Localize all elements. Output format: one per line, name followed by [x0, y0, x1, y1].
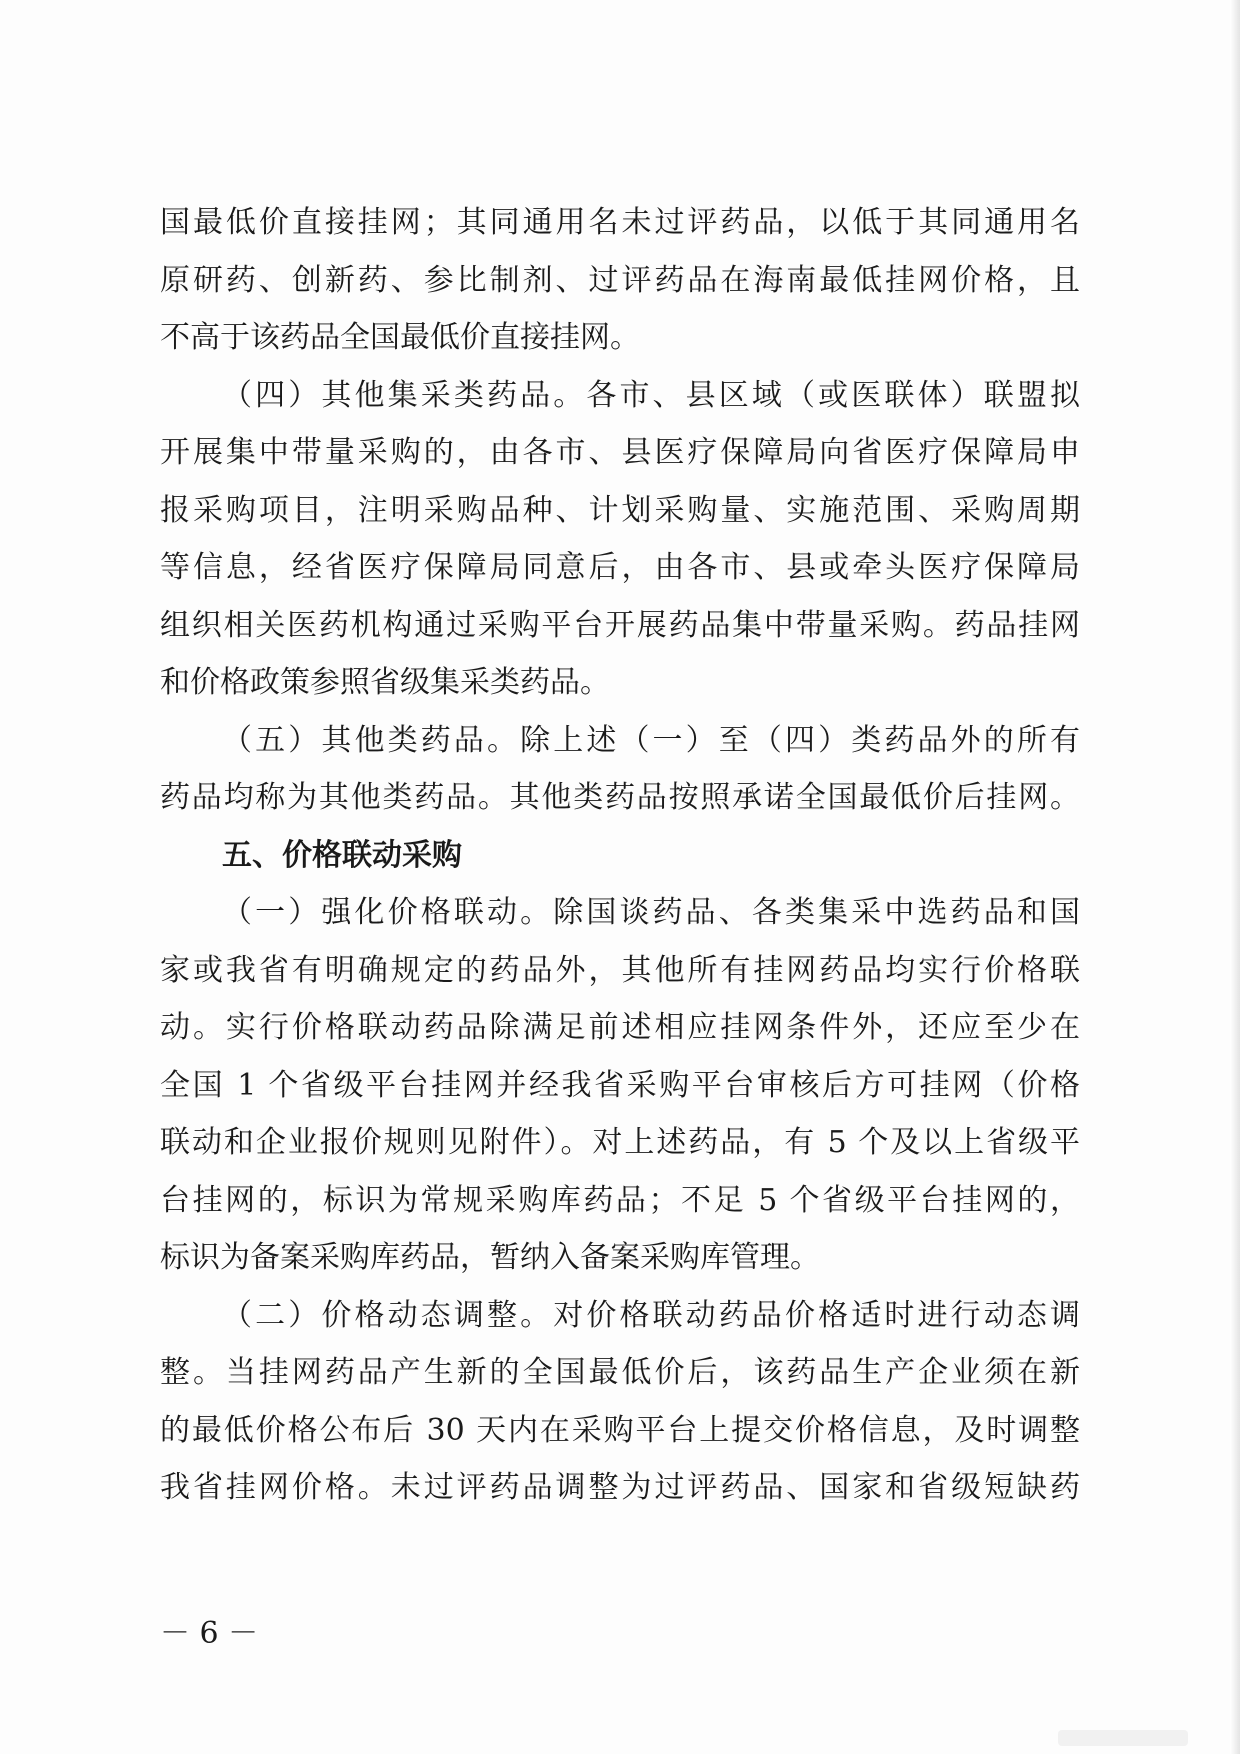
text-line: 等信息，经省医疗保障局同意后，由各市、县或牵头医疗保障局 [160, 550, 1080, 585]
scan-watermark [1058, 1730, 1188, 1746]
text-line: 整。当挂网药品产生新的全国最低价后，该药品生产企业须在新 [160, 1355, 1080, 1390]
section-heading: 五、价格联动采购 [222, 837, 462, 873]
text-line: 的最低价格公布后 30 天内在采购平台上提交价格信息，及时调整 [160, 1412, 1080, 1448]
text-line: 全国 1 个省级平台挂网并经我省采购平台审核后方可挂网（价格 [160, 1067, 1080, 1103]
text-line: 原研药、创新药、参比制剂、过评药品在海南最低挂网价格，且 [160, 262, 1080, 298]
text-line: 组织相关医药机构通过采购平台开展药品集中带量采购。药品挂网 [160, 607, 1080, 643]
text-line: 台挂网的，标识为常规采购库药品；不足 5 个省级平台挂网的， [160, 1182, 1080, 1218]
page-number: － 6 － [160, 1616, 259, 1651]
text-line: 国最低价直接挂网；其同通用名未过评药品，以低于其同通用名 [160, 205, 1080, 240]
text-line: 我省挂网价格。未过评药品调整为过评药品、国家和省级短缺药 [160, 1470, 1080, 1505]
text-line: 标识为备案采购库药品，暂纳入备案采购库管理。 [160, 1240, 820, 1275]
body-text [160, 194, 1080, 1517]
paragraph-item-one-line: （一）强化价格联动。除国谈药品、各类集采中选药品和国 [222, 895, 1080, 930]
text-line: 报采购项目，注明采购品种、计划采购量、实施范围、采购周期 [160, 492, 1080, 528]
paragraph-item-five-line: （五）其他类药品。除上述（一）至（四）类药品外的所有 [222, 722, 1080, 758]
text-line: 和价格政策参照省级集采类药品。 [160, 665, 610, 700]
text-line: 动。实行价格联动药品除满足前述相应挂网条件外，还应至少在 [160, 1010, 1080, 1045]
page-edge-shadow [1230, 0, 1240, 1754]
text-line: 不高于该药品全国最低价直接挂网。 [160, 320, 640, 355]
paragraph-item-two-line: （二）价格动态调整。对价格联动药品价格适时进行动态调 [222, 1297, 1080, 1333]
text-line: 联动和企业报价规则见附件）。对上述药品，有 5 个及以上省级平 [160, 1125, 1080, 1160]
paragraph-item-four-line: （四）其他集采类药品。各市、县区域（或医联体）联盟拟 [222, 377, 1080, 413]
text-line: 家或我省有明确规定的药品外，其他所有挂网药品均实行价格联 [160, 952, 1080, 988]
text-line: 药品均称为其他类药品。其他类药品按照承诺全国最低价后挂网。 [160, 780, 1080, 815]
text-line: 开展集中带量采购的，由各市、县医疗保障局向省医疗保障局申 [160, 435, 1080, 470]
